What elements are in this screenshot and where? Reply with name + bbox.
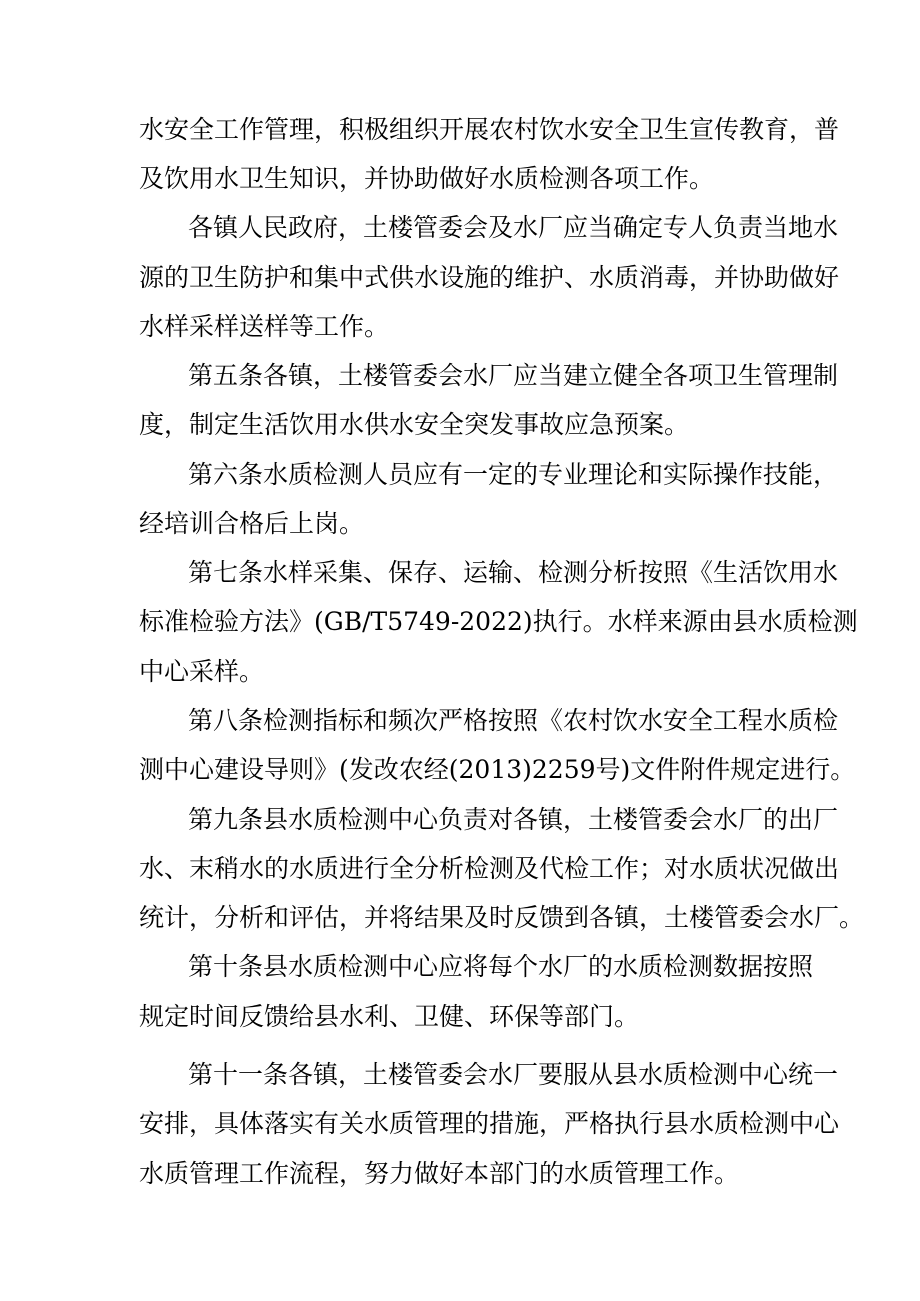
text-line: 第七条水样采集、保存、运输、检测分析按照《生活饮用水 [188, 558, 839, 587]
text-line: 度，制定生活饮用水供水安全突发事故应急预案。 [139, 410, 690, 439]
text-line: 水质管理工作流程，努力做好本部门的水质管理工作。 [139, 1159, 740, 1188]
text-line: 水安全工作管理，积极组织开展农村饮水安全卫生宣传教育，普 [139, 115, 840, 144]
text-line: 经培训合格后上岗。 [139, 509, 365, 538]
text-line: 第十一条各镇，土楼管委会水厂要服从县水质检测中心统一 [188, 1060, 839, 1089]
text-line: 第五条各镇，土楼管委会水厂应当建立健全各项卫生管理制 [188, 361, 839, 390]
text-line: 第九条县水质检测中心负责对各镇，土楼管委会水厂的出厂 [188, 805, 839, 834]
text-line: 规定时间反馈给县水利、卫健、环保等部门。 [139, 1002, 640, 1031]
text-line: 第八条检测指标和频次严格按照《农村饮水安全工程水质检 [188, 706, 839, 735]
text-line: 水样采样送样等工作。 [139, 312, 390, 341]
text-line: 各镇人民政府，土楼管委会及水厂应当确定专人负责当地水 [188, 213, 839, 242]
text-line: 测中心建设导则》(发改农经(2013)2259号)文件附件规定进行。 [139, 755, 856, 784]
text-line: 安排，具体落实有关水质管理的措施，严格执行县水质检测中心 [139, 1109, 840, 1138]
text-line: 标准检验方法》(GB/T5749-2022)执行。水样来源由县水质检测 [139, 607, 858, 636]
text-line: 及饮用水卫生知识，并协助做好水质检测各项工作。 [139, 164, 715, 193]
text-line: 统计，分析和评估，并将结果及时反馈到各镇，土楼管委会水厂。 [139, 903, 865, 932]
text-line: 第六条水质检测人员应有一定的专业理论和实际操作技能， [188, 460, 839, 489]
text-line: 水、末稍水的水质进行全分析检测及代检工作；对水质状况做出 [139, 854, 840, 883]
text-line: 源的卫生防护和集中式供水设施的维护、水质消毒，并协助做好 [139, 263, 840, 292]
text-line: 第十条县水质检测中心应将每个水厂的水质检测数据按照 [188, 952, 814, 981]
text-line: 中心采样。 [139, 657, 265, 686]
